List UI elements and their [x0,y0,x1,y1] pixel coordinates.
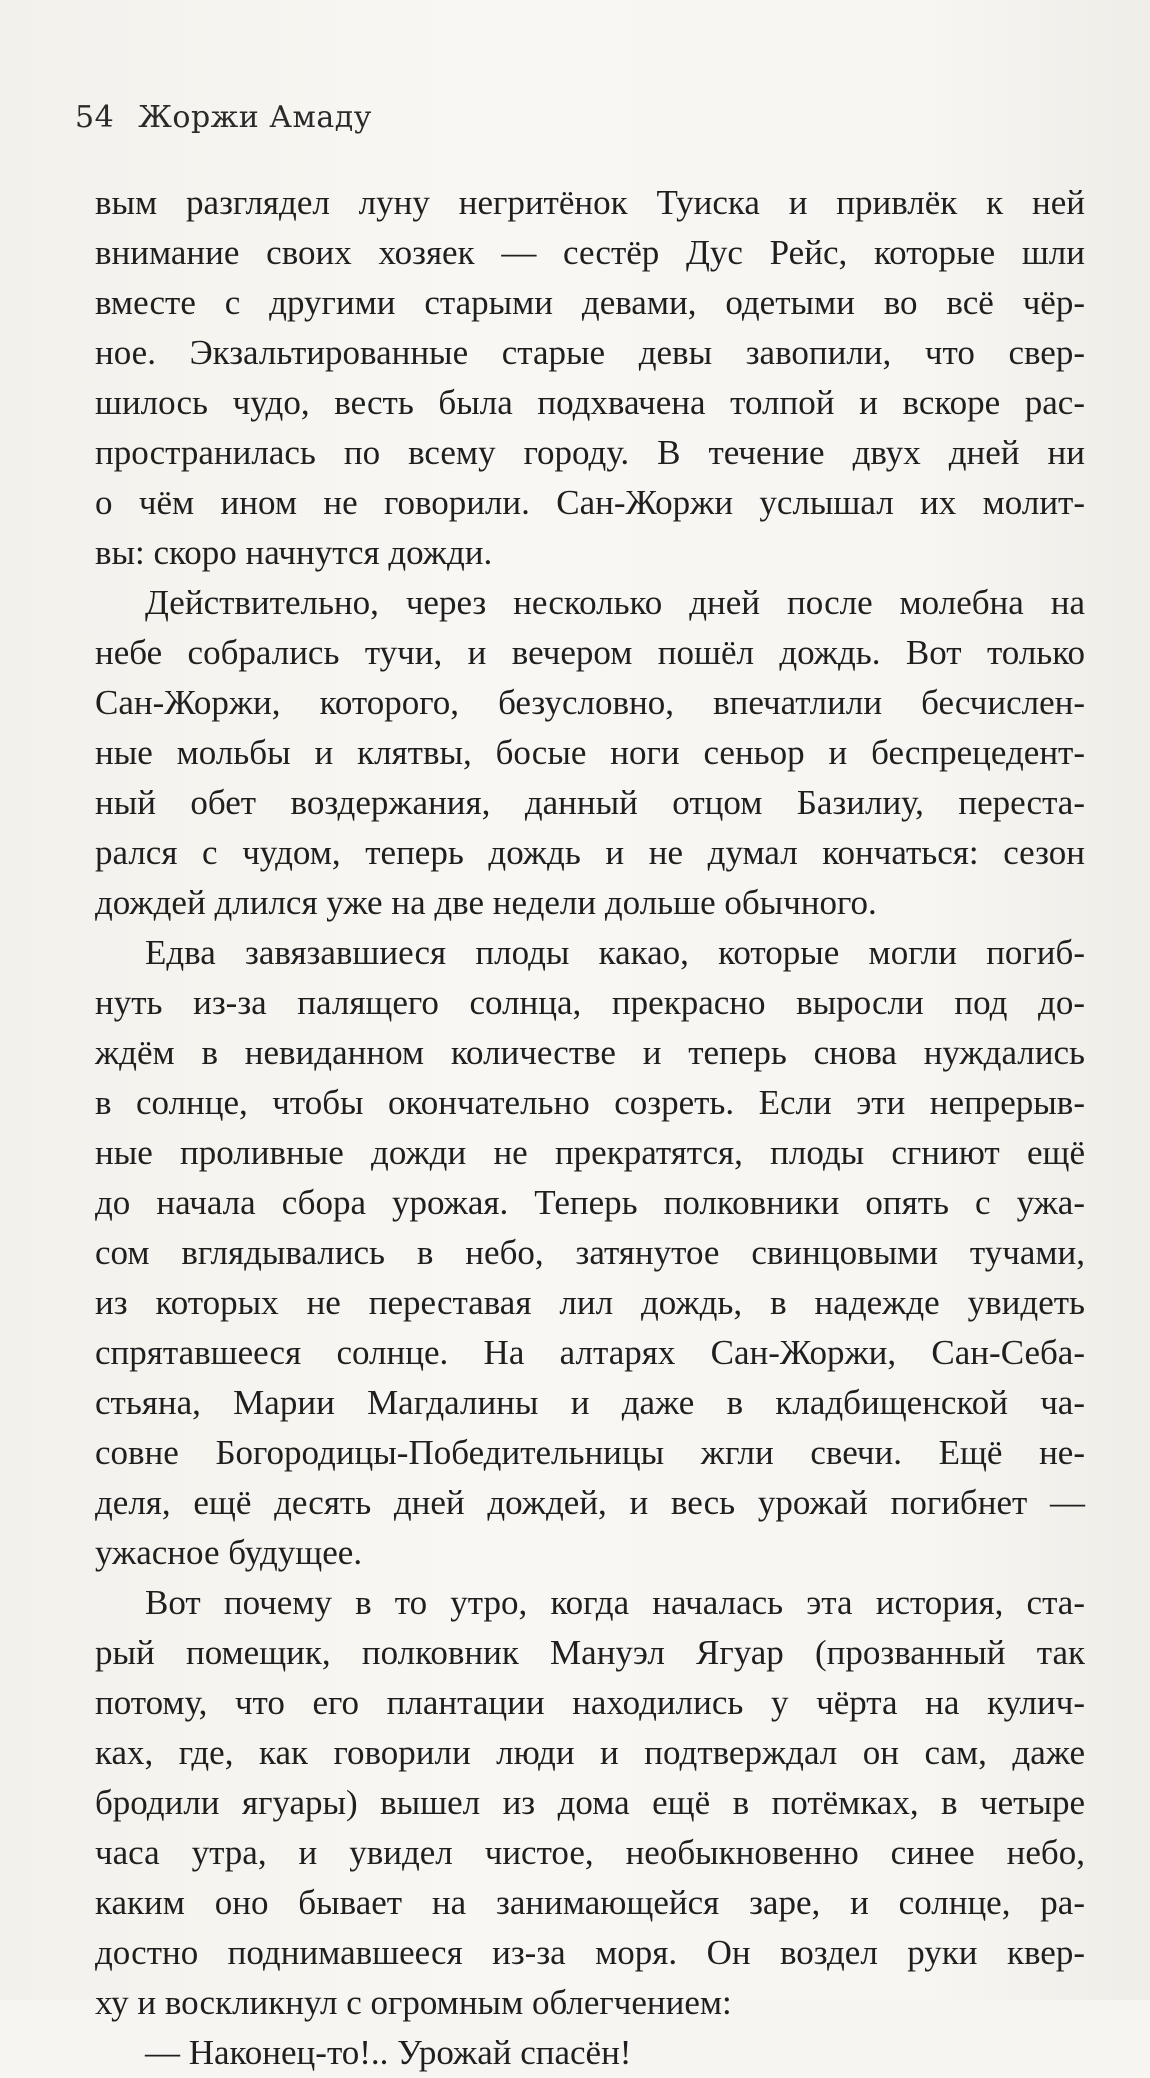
body-text [95,178,1085,2078]
text-line: пространилась по всему городу. В течение двух дней ни [95,433,1085,472]
text-line: ждём в невиданном количестве и теперь снова нуждались [95,1033,1085,1072]
text-line: рался с чудом, теперь дождь и не думал кончаться: сезон [95,833,1085,872]
text-line: бродили ягуары) вышел из дома ещё в потёмках, в четыре [95,1783,1085,1822]
text-line: Действительно, через несколько дней после молебна на [145,583,1085,622]
text-line: о чём ином не говорили. Сан-Жоржи услышал их молит- [95,483,1085,522]
text-line: Вот почему в то утро, когда началась эта история, ста- [145,1583,1085,1622]
author-name: Жоржи Амаду [138,100,372,135]
text-line: вместе с другими старыми девами, одетыми во всё чёр- [95,283,1085,322]
text-line: дождей длился уже на две недели дольше обычного. [95,883,877,922]
text-line: Сан-Жоржи, которого, безусловно, впечатлили бесчислен- [95,683,1085,722]
text-line: спрятавшееся солнце. На алтарях Сан-Жоржи, Сан-Себа- [95,1333,1085,1372]
text-line: совне Богородицы-Победительницы жгли свечи. Ещё не- [95,1433,1085,1472]
text-line: ху и воскликнул с огромным облегчением: [95,1983,732,2022]
text-line: часа утра, и увидел чистое, необыкновенно синее небо, [95,1833,1085,1872]
text-line: каким оно бывает на занимающейся заре, и солнце, ра- [95,1883,1085,1922]
text-line: — Наконец-то!.. Урожай спасён! [145,2033,632,2072]
text-line: деля, ещё десять дней дождей, и весь урожай погибнет — [95,1483,1085,1522]
text-line: вым разглядел луну негритёнок Туиска и привлёк к ней [95,183,1085,222]
text-line: ках, где, как говорили люди и подтверждал он сам, даже [95,1733,1085,1772]
text-line: ные проливные дожди не прекратятся, плоды сгниют ещё [95,1133,1085,1172]
text-line: потому, что его плантации находились у чёрта на кулич- [95,1683,1085,1722]
text-line: Едва завязавшиеся плоды какао, которые могли погиб- [145,933,1085,972]
text-line: в солнце, чтобы окончательно созреть. Если эти непрерыв- [95,1083,1085,1122]
text-line: внимание своих хозяек — сестёр Дус Рейс, которые шли [95,233,1085,272]
text-line: небе собрались тучи, и вечером пошёл дождь. Вот только [95,633,1085,672]
text-line: ужасное будущее. [95,1533,363,1572]
text-line: вы: скоро начнутся дожди. [95,533,493,572]
page-number: 54 [75,100,115,135]
text-line: рый помещик, полковник Мануэл Ягуар (прозванный так [95,1633,1085,1672]
text-line: до начала сбора урожая. Теперь полковники опять с ужа- [95,1183,1085,1222]
text-line: шилось чудо, весть была подхвачена толпой и вскоре рас- [95,383,1085,422]
text-line: ное. Экзальтированные старые девы завопили, что свер- [95,333,1085,372]
text-line: сом вглядывались в небо, затянутое свинцовыми тучами, [95,1233,1085,1272]
text-line: ные мольбы и клятвы, босые ноги сеньор и беспрецедент- [95,733,1085,772]
text-line: ный обет воздержания, данный отцом Базилиу, переста- [95,783,1085,822]
running-header [75,100,372,135]
text-line: стьяна, Марии Магдалины и даже в кладбищенской ча- [95,1383,1085,1422]
text-line: из которых не переставая лил дождь, в надежде увидеть [95,1283,1085,1322]
text-line: нуть из-за палящего солнца, прекрасно выросли под до- [95,983,1085,1022]
text-line: достно поднимавшееся из-за моря. Он воздел руки квер- [95,1933,1085,1972]
